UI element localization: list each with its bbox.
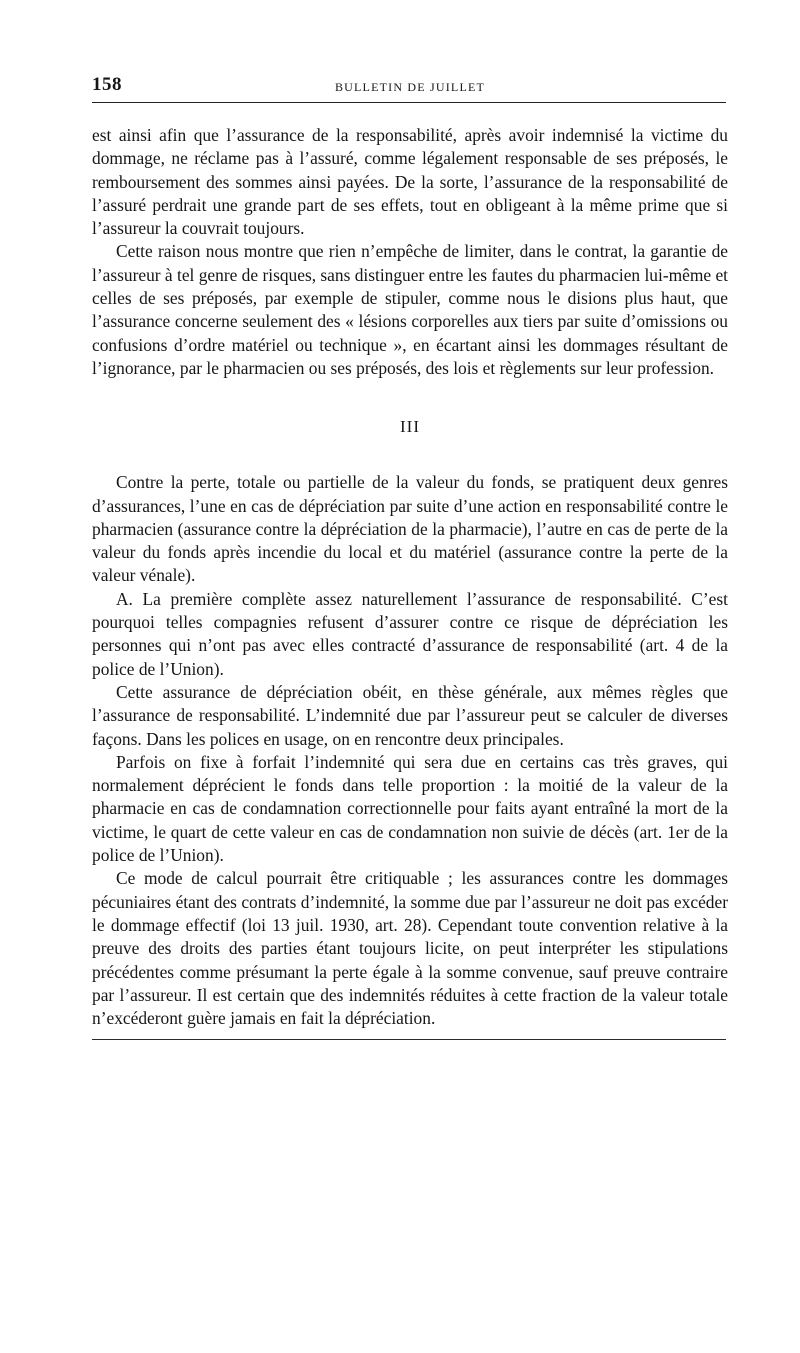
paragraph: Cette assurance de dépréciation obéit, en thèse générale, aux mêmes règles que l’assurance de responsabilité. L’indemnité due par l’assureur peut se calculer de diverses façons. Dans les polices en usage, on en rencontre deux principales. xyxy=(92,681,728,749)
paragraph: est ainsi afin que l’assurance de la responsabilité, après avoir indemnisé la victime du dommage, ne réclame pas à l’assuré, comme légalement responsable de ses préposés, le remboursement des sommes ainsi payées. De la sorte, l’assurance de la responsabilité de l’assuré perdrait une grande part de ses effets, tout en obligeant à la même prime que si l’assureur la couvrait toujours. xyxy=(92,125,728,239)
page-number: 158 xyxy=(92,74,122,95)
paragraph: Cette raison nous montre que rien n’empêche de limiter, dans le contrat, la garantie de l’assureur à tel genre de risques, sans distinguer entre les fautes du pharmacien lui-même et celles de ses préposés, par exemple de stipuler, comme nous le disions plus haut, que l’assurance concerne seulement des « lésions corporelles aux tiers par suite d’omissions ou confusions d’ordre matériel ou technique », en écartant ainsi les dommages résultant de l’ignorance, par le pharmacien ou ses préposés, des lois et règlements sur leur profession. xyxy=(92,241,728,378)
header-rule xyxy=(92,102,726,103)
section-heading: III xyxy=(400,417,420,437)
document-page xyxy=(92,72,728,1040)
paragraph: Parfois on fixe à forfait l’indemnité qui sera due en certains cas très graves, qui normalement déprécient le fonds dans telle proportion : la moitié de la valeur de la pharmacie en cas de condamnation correctionnelle pour faits ayant entraîné la mort de la victime, le quart de cette valeur en cas de condamnation non suivie de décès (art. 1er de la police de l’Union). xyxy=(92,751,728,866)
running-header xyxy=(92,72,728,98)
paragraph: Ce mode de calcul pourrait être critiquable ; les assurances contre les dommages pécuniaires étant des contrats d’indemnité, la somme due par l’assureur ne doit pas excéder le dommage effectif (loi 13 juil. 1930, art. 28). Cependant toute convention relative à la preuve des droits des parties étant toujours licite, on peut interpréter les stipulations précédentes comme présumant la perte égale à la somme convenue, sauf preuve contraire par l’assureur. Il est certain que des indemnités réduites à cette fraction de la valeur totale n’excéderont guère jamais en fait la dépréciation. xyxy=(92,868,728,1029)
body-text xyxy=(92,124,728,1030)
paragraph: Contre la perte, totale ou partielle de la valeur du fonds, se pratiquent deux genres d’assurances, l’une en cas de dépréciation par suite d’une action en responsabilité contre le pharmacien (assurance contre la dépréciation de la pharmacie), l’autre en cas de perte de la valeur du fonds après incendie du local et du matériel (assurance contre la perte de la valeur vénale). xyxy=(92,472,728,586)
running-title: BULLETIN DE JUILLET xyxy=(334,80,486,94)
footer-rule xyxy=(92,1039,726,1040)
paragraph: A. La première complète assez naturellement l’assurance de responsabilité. C’est pourquoi telles compagnies refusent d’assurer contre ce risque de dépréciation les personnes qui n’ont pas avec elles contracté d’assurance de responsabilité (art. 4 de la police de l’Union). xyxy=(92,588,728,679)
